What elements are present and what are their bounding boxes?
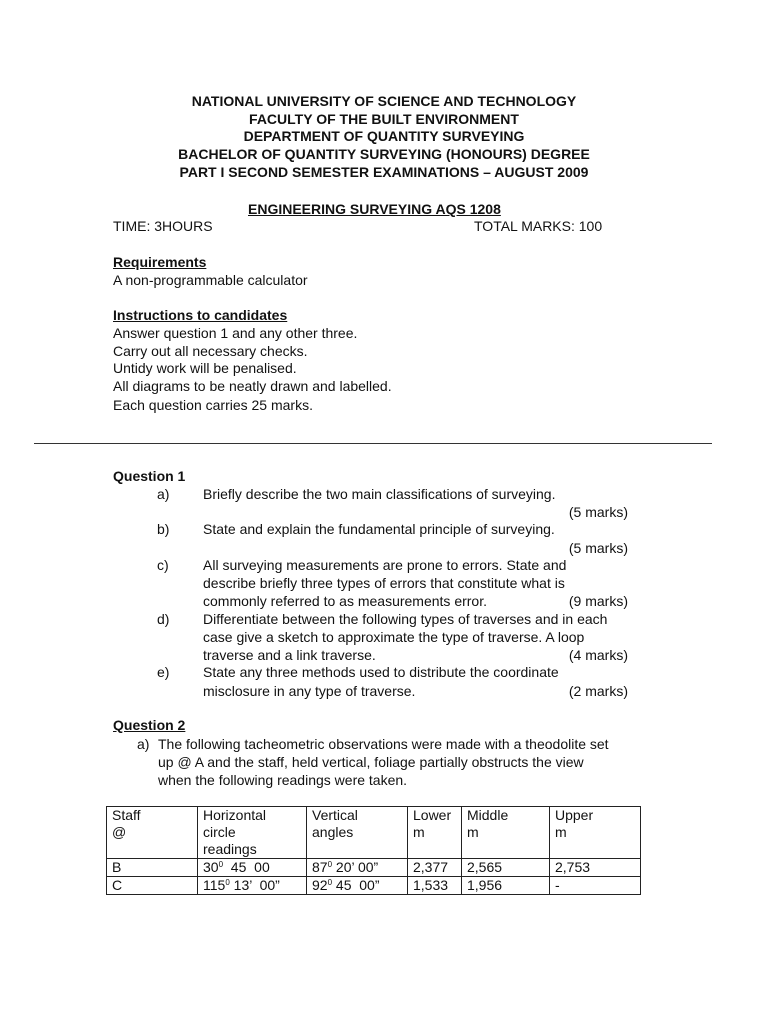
q1e-text: State any three methods used to distribute the coordinate [203, 664, 559, 680]
degree-sup: 0 [218, 860, 224, 869]
cell-rest: 20’ 00” [332, 859, 379, 875]
cell-rest: 13’ 00” [229, 877, 280, 893]
header-horizontal [198, 807, 307, 859]
q1c-text: commonly referred to as measurements error. [203, 593, 487, 609]
cell-horizontal [198, 859, 307, 877]
q2a-label: a) [137, 736, 150, 752]
header-text: Lower [413, 807, 452, 823]
instruction-line: Carry out all necessary checks. [113, 343, 308, 359]
degree-sup: 0 [327, 878, 333, 887]
instruction-line: Each question carries 25 marks. [113, 397, 313, 413]
cell-rest: 45 00” [332, 877, 380, 893]
q1a-marks: (5 marks) [568, 504, 628, 520]
instructions-heading: Instructions to candidates [113, 307, 288, 323]
q1e-text: misclosure in any type of traverse. [203, 683, 416, 699]
q2a-text: when the following readings were taken. [158, 772, 408, 788]
cell-lower: 2,377 [408, 859, 462, 877]
question-1-heading: Question 1 [113, 468, 186, 484]
observations-table [106, 806, 641, 895]
q1b-text: State and explain the fundamental principle of surveying. [203, 521, 555, 537]
instruction-line: Untidy work will be penalised. [113, 360, 297, 376]
instruction-line: Answer question 1 and any other three. [113, 325, 358, 341]
cell-rest: 45 00 [223, 859, 270, 875]
cell-vertical [307, 877, 408, 895]
header-text: Horizontal [203, 807, 267, 823]
header-text: Vertical [312, 807, 358, 823]
q1e-marks: (2 marks) [568, 683, 628, 699]
university-title: NATIONAL UNIVERSITY OF SCIENCE AND TECHNOLOGY [191, 93, 577, 109]
degree-sup: 0 [225, 878, 230, 887]
header-text: readings [203, 841, 257, 857]
header-text: m [413, 824, 425, 840]
instruction-line: All diagrams to be neatly drawn and labelled. [113, 378, 392, 394]
q2a-text: up @ A and the staff, held vertical, foliage partially obstructs the view [158, 754, 584, 770]
section-divider [34, 443, 712, 444]
q1b-marks: (5 marks) [568, 540, 628, 556]
cell-staff: C [107, 877, 198, 895]
cell-middle: 2,565 [462, 859, 550, 877]
cell-vertical [307, 859, 408, 877]
total-marks: TOTAL MARKS: 100 [474, 218, 603, 234]
q2a-text: The following tacheometric observations were made with a theodolite set [158, 736, 609, 752]
q1d-text: Differentiate between the following types of traverses and in each [203, 611, 608, 627]
cell-deg: 30 [203, 859, 219, 875]
header-text: @ [112, 824, 127, 840]
degree-title: BACHELOR OF QUANTITY SURVEYING (HONOURS) DEGREE [178, 146, 590, 162]
header-text: circle [203, 824, 236, 840]
header-text: Middle [467, 807, 509, 823]
header-staff [107, 807, 198, 859]
faculty-title: FACULTY OF THE BUILT ENVIRONMENT [249, 111, 519, 127]
cell-upper: 2,753 [550, 859, 641, 877]
requirements-heading: Requirements [113, 254, 207, 270]
exam-title: PART I SECOND SEMESTER EXAMINATIONS – AUGUST 2009 [179, 164, 589, 180]
exam-time: TIME: 3HOURS [113, 218, 213, 234]
cell-lower: 1,533 [408, 877, 462, 895]
cell-deg: 115 [203, 877, 226, 893]
header-upper [550, 807, 641, 859]
cell-upper: - [550, 877, 641, 895]
cell-middle: 1,956 [462, 877, 550, 895]
department-title: DEPARTMENT OF QUANTITY SURVEYING [243, 128, 525, 144]
cell-deg: 87 [312, 859, 328, 875]
q1c-label: c) [157, 557, 169, 573]
table-row [107, 877, 641, 895]
question-2-heading: Question 2 [113, 717, 186, 733]
header-middle [462, 807, 550, 859]
degree-sup: 0 [327, 860, 333, 869]
header-text: Upper [555, 807, 594, 823]
table-header-row [107, 807, 641, 859]
q1c-marks: (9 marks) [568, 593, 628, 609]
q1c-text: describe briefly three types of errors that constitute what is [203, 575, 565, 591]
cell-horizontal [198, 877, 307, 895]
course-title: ENGINEERING SURVEYING AQS 1208 [248, 201, 501, 217]
q1c-text: All surveying measurements are prone to errors. State and [203, 557, 567, 573]
q1d-marks: (4 marks) [568, 647, 628, 663]
header-text: Staff [112, 807, 141, 823]
header-text: angles [312, 824, 354, 840]
cell-staff: B [107, 859, 198, 877]
header-vertical [307, 807, 408, 859]
q1e-label: e) [157, 664, 170, 680]
cell-deg: 92 [312, 877, 328, 893]
table-row [107, 859, 641, 877]
header-lower [408, 807, 462, 859]
q1d-text: case give a sketch to approximate the type of traverse. A loop [203, 629, 585, 645]
q1d-text: traverse and a link traverse. [203, 647, 376, 663]
header-text: m [555, 824, 567, 840]
requirements-text: A non-programmable calculator [113, 272, 308, 288]
q1d-label: d) [157, 611, 170, 627]
q1a-label: a) [157, 486, 170, 502]
header-text: m [467, 824, 479, 840]
q1a-text: Briefly describe the two main classifications of surveying. [203, 486, 556, 502]
q1b-label: b) [157, 521, 170, 537]
